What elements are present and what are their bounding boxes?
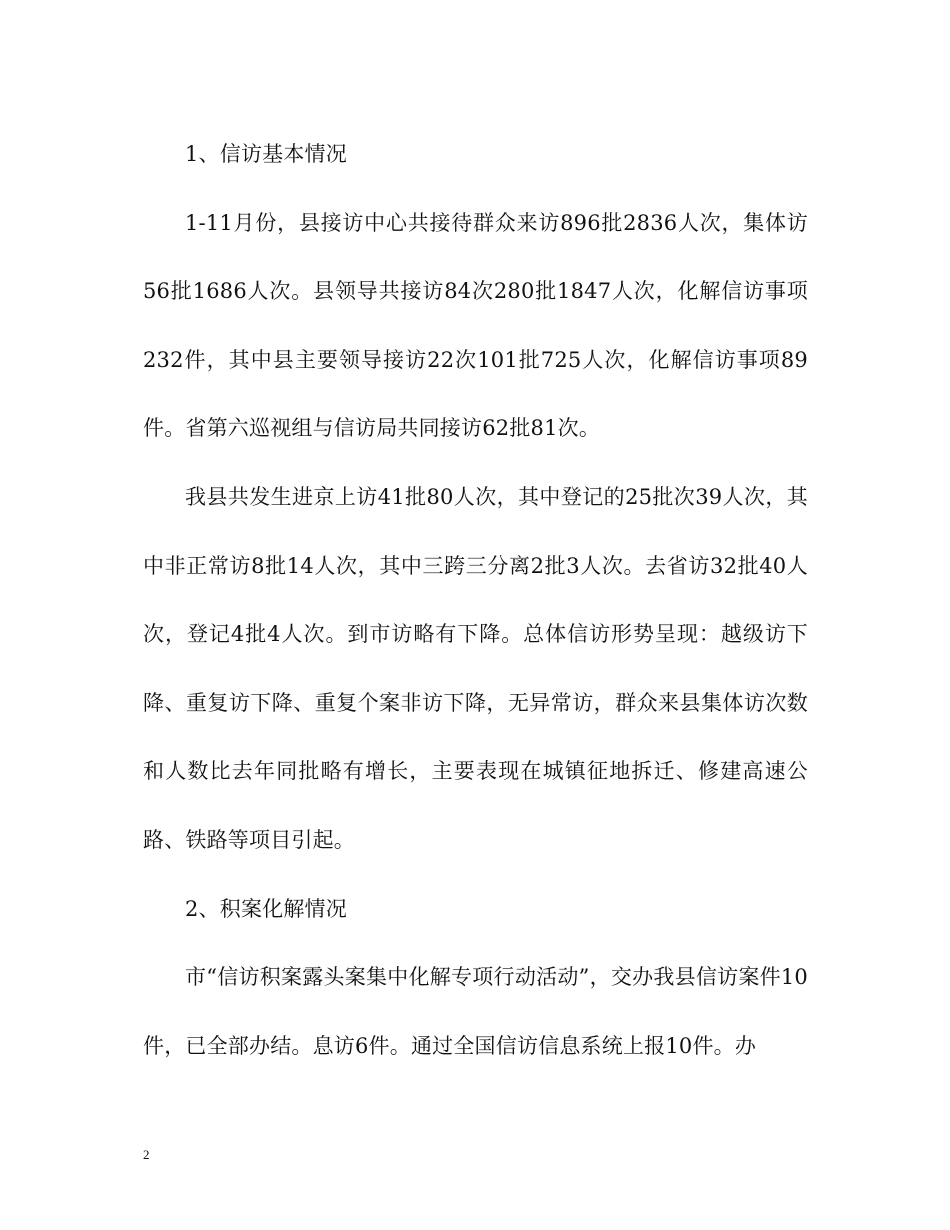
paragraph-reception-statistics: 1-11月份，县接访中心共接待群众来访896批2836人次，集体访56批1686人次。县领导共接访84次280批1847人次，化解信访事项232件，其中县主要领导接访22次101批725人次，化解信访事项89件。省第六巡视组与信访局共同接访62批81次。 — [143, 210, 808, 441]
page-number: 2 — [143, 1147, 150, 1162]
paragraph-beijing-petitions: 我县共发生进京上访41批80人次，其中登记的25批次39人次，其中非正常访8批14人次，其中三跨三分离2批3人次。去省访32批40人次，登记4批4人次。到市访略有下降。总体信访形势呈现：越级访下降、重复访下降、重复个案非访下降，无异常访，群众来县集体访次数和人数比去年同批略有增长，主要表现在城镇征地拆迁、修建高速公路、铁路等项目引起。 — [143, 484, 808, 852]
paragraph-backlog-cases: 市“信访积案露头案集中化解专项行动活动”，交办我县信访案件10件，已全部办结。息访6件。通过全国信访信息系统上报10件。办 — [143, 965, 808, 1058]
section-heading-petition-overview: 1、信访基本情况 — [185, 142, 347, 166]
document-body — [143, 120, 808, 1080]
section-heading-backlog-resolution: 2、积案化解情况 — [185, 896, 347, 921]
